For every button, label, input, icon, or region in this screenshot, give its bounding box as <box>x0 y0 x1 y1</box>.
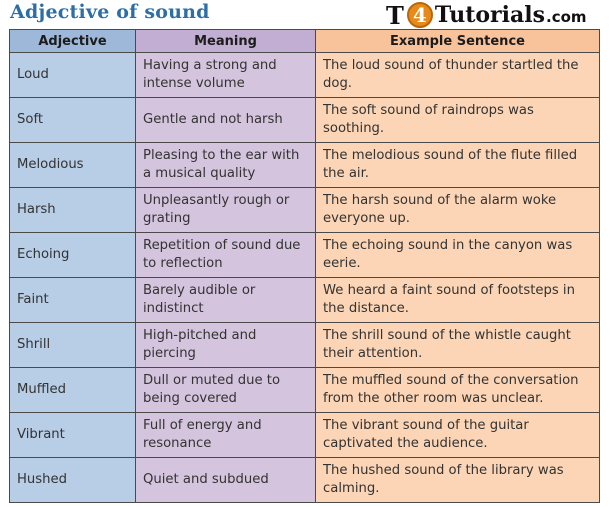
cell-adjective: Vibrant <box>10 413 136 458</box>
cell-meaning: Unpleasantly rough or grating <box>136 188 316 233</box>
logo-tld: .com <box>546 8 587 26</box>
cell-adjective: Muffled <box>10 368 136 413</box>
cell-adjective: Shrill <box>10 323 136 368</box>
cell-example: The echoing sound in the canyon was eerie. <box>316 233 600 278</box>
cell-meaning: Pleasing to the ear with a musical quality <box>136 143 316 188</box>
cell-meaning: Quiet and subdued <box>136 458 316 503</box>
cell-meaning: Barely audible or indistinct <box>136 278 316 323</box>
cell-adjective: Soft <box>10 98 136 143</box>
cell-adjective: Melodious <box>10 143 136 188</box>
adjective-table <box>9 29 600 503</box>
cell-example: The loud sound of thunder startled the dog. <box>316 53 600 98</box>
cell-adjective: Hushed <box>10 458 136 503</box>
cell-example: The soft sound of raindrops was soothing. <box>316 98 600 143</box>
table-row <box>10 188 600 233</box>
cell-example: The shrill sound of the whistle caught their attention. <box>316 323 600 368</box>
cell-meaning: Gentle and not harsh <box>136 98 316 143</box>
cell-adjective: Echoing <box>10 233 136 278</box>
cell-meaning: Repetition of sound due to reflection <box>136 233 316 278</box>
table-row <box>10 143 600 188</box>
logo-letter: T <box>386 0 404 30</box>
cell-adjective: Loud <box>10 53 136 98</box>
table-row <box>10 368 600 413</box>
cell-example: The melodious sound of the flute filled the air. <box>316 143 600 188</box>
cell-adjective: Faint <box>10 278 136 323</box>
cell-example: The vibrant sound of the guitar captivated the audience. <box>316 413 600 458</box>
cell-example: The harsh sound of the alarm woke everyone up. <box>316 188 600 233</box>
table-row <box>10 323 600 368</box>
cell-example: The muffled sound of the conversation from the other room was unclear. <box>316 368 600 413</box>
cell-example: We heard a faint sound of footsteps in the distance. <box>316 278 600 323</box>
table-header-row <box>10 30 600 53</box>
table-row <box>10 413 600 458</box>
table-row <box>10 233 600 278</box>
table-row <box>10 98 600 143</box>
page-title: Adjective of sound <box>10 1 210 23</box>
logo-badge-icon: 4 <box>407 2 433 28</box>
cell-meaning: Full of energy and resonance <box>136 413 316 458</box>
table-row <box>10 53 600 98</box>
cell-meaning: Dull or muted due to being covered <box>136 368 316 413</box>
cell-meaning: High-pitched and piercing <box>136 323 316 368</box>
header-adjective: Adjective <box>10 30 136 53</box>
table-row <box>10 458 600 503</box>
table-row <box>10 278 600 323</box>
header-meaning: Meaning <box>136 30 316 53</box>
logo-word: Tutorials <box>434 2 545 28</box>
header-example: Example Sentence <box>316 30 600 53</box>
cell-adjective: Harsh <box>10 188 136 233</box>
cell-meaning: Having a strong and intense volume <box>136 53 316 98</box>
cell-example: The hushed sound of the library was calming. <box>316 458 600 503</box>
site-logo[interactable] <box>386 0 587 30</box>
